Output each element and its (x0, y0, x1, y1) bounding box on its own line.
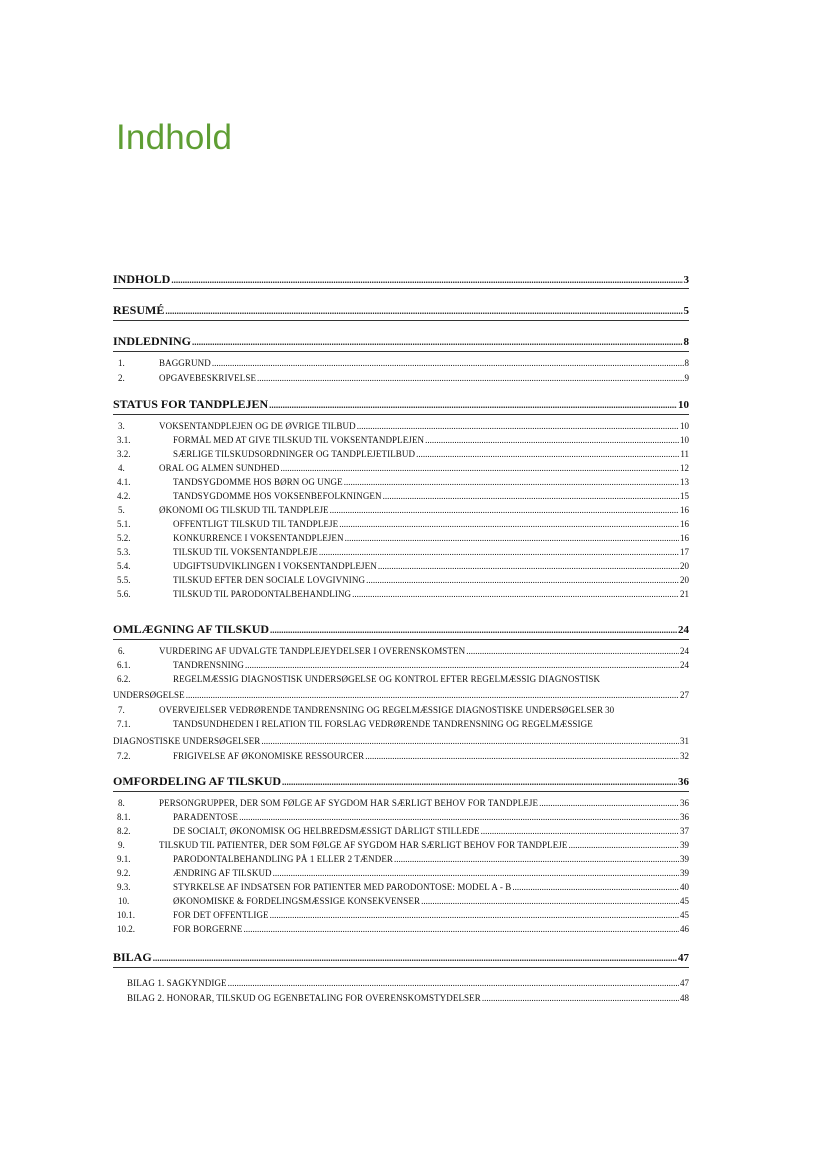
toc-page-number: 16 (680, 533, 689, 543)
toc-page-number: 31 (680, 736, 689, 746)
toc-entry[interactable] (113, 705, 689, 719)
toc-page-number: 40 (680, 882, 689, 892)
toc-entry-number: 9.3. (117, 882, 131, 892)
toc-entry-label: REGELMÆSSIG DIAGNOSTISK UNDERSØGELSE OG KONTROL EFTER REGELMÆSSIG DIAGNOSTISK (173, 674, 601, 684)
toc-entry-number: 8.1. (117, 812, 131, 822)
toc-section-omlaegning[interactable] (113, 622, 689, 636)
toc-page-number: 15 (680, 491, 689, 501)
toc-entry[interactable] (113, 896, 689, 910)
toc-leader-dots (153, 953, 677, 963)
toc-leader-dots (569, 840, 679, 850)
toc-entry-label: TILSKUD TIL PATIENTER, DER SOM FØLGE AF SYGDOM HAR SÆRLIGT BEHOV FOR TANDPLEJE (159, 840, 568, 850)
toc-section-indhold[interactable] (113, 272, 689, 286)
toc-page-number: 36 (680, 812, 689, 822)
toc-entry-label: VOKSENTANDPLEJEN OG DE ØVRIGE TILBUD (159, 421, 356, 431)
toc-entry-label: KONKURRENCE I VOKSENTANDPLEJEN (173, 533, 344, 543)
toc-section-label: OMFORDELING AF TILSKUD (113, 774, 282, 788)
toc-entry-label: SÆRLIGE TILSKUDSORDNINGER OG TANDPLEJETILBUD (173, 449, 416, 459)
toc-section-indledning[interactable] (113, 334, 689, 348)
toc-entry[interactable] (113, 477, 689, 491)
toc-page-number: 39 (680, 840, 689, 850)
toc-divider (113, 791, 689, 792)
toc-entry-number: 4. (118, 463, 125, 473)
toc-entry-continuation[interactable] (113, 736, 689, 750)
toc-entry-number: 9.1. (117, 854, 131, 864)
toc-entry[interactable] (113, 882, 689, 896)
toc-entry-label: TILSKUD TIL PARODONTALBEHANDLING (173, 589, 352, 599)
toc-entry[interactable] (113, 519, 689, 533)
toc-entry-label: ØKONOMI OG TILSKUD TIL TANDPLEJE (159, 505, 329, 515)
toc-divider (113, 288, 689, 289)
toc-page-number: 20 (680, 575, 689, 585)
toc-entry-label: TANDSYGDOMME HOS VOKSENBEFOLKNINGEN (173, 491, 382, 501)
toc-page-number: 39 (680, 854, 689, 864)
toc-entry-label: TANDSYGDOMME HOS BØRN OG UNGE (173, 477, 343, 487)
toc-entry[interactable] (113, 812, 689, 826)
toc-entry-number: 5. (118, 505, 125, 515)
toc-entry-number: 5.2. (117, 533, 131, 543)
toc-entry[interactable] (113, 646, 689, 660)
toc-entry-number: 6.2. (117, 674, 131, 684)
toc-entry-number: 5.4. (117, 561, 131, 571)
toc-entry-bilag[interactable] (113, 993, 689, 1007)
toc-entry-label: TANDRENSNING (173, 660, 244, 670)
toc-leader-dots (270, 625, 677, 635)
toc-leader-dots (261, 736, 679, 746)
toc-entry-number: 3.2. (117, 449, 131, 459)
toc-entry-multiline[interactable] (113, 674, 689, 688)
toc-entry-label: PARODONTALBEHANDLING PÅ 1 ELLER 2 TÆNDER (173, 854, 394, 864)
toc-divider (113, 639, 689, 640)
toc-entry-label: ORAL OG ALMEN SUNDHED (159, 463, 280, 473)
toc-page-number: 45 (680, 910, 689, 920)
toc-leader-dots (245, 660, 679, 670)
toc-entry-number: 8. (118, 798, 125, 808)
toc-leader-dots (344, 477, 679, 487)
toc-entry-label: PERSONGRUPPER, DER SOM FØLGE AF SYGDOM HAR SÆRLIGT BEHOV FOR TANDPLEJE (159, 798, 539, 808)
toc-entry[interactable] (113, 854, 689, 868)
toc-page-number: 10 (680, 421, 689, 431)
toc-entry-number: 1. (118, 358, 125, 368)
toc-entry[interactable] (113, 751, 689, 765)
toc-page-number: 47 (680, 978, 689, 988)
toc-page-number: 3 (683, 274, 689, 286)
toc-entry-number: 5.6. (117, 589, 131, 599)
toc-page-number: 20 (680, 561, 689, 571)
toc-divider (113, 414, 689, 415)
toc-leader-dots (281, 463, 679, 473)
toc-leader-dots (482, 993, 679, 1003)
toc-entry-number: 5.1. (117, 519, 131, 529)
toc-page-number: 27 (680, 690, 689, 700)
toc-entry-label: BILAG 2. HONORAR, TILSKUD OG EGENBETALING FOR OVERENSKOMSTYDELSER (127, 993, 481, 1003)
toc-entry-label: FORMÅL MED AT GIVE TILSKUD TIL VOKSENTANDPLEJEN (173, 435, 425, 445)
toc-entry-label-continued: DIAGNOSTISKE UNDERSØGELSER (113, 736, 261, 746)
toc-entry[interactable] (113, 491, 689, 505)
toc-entry[interactable] (113, 868, 689, 882)
toc-entry-label: FOR DET OFFENTLIGE (173, 910, 269, 920)
toc-leader-dots (352, 589, 679, 599)
toc-leader-dots (416, 449, 679, 459)
toc-page-number: 37 (680, 826, 689, 836)
toc-page-number: 24 (680, 660, 689, 670)
toc-page-number: 21 (680, 589, 689, 599)
toc-leader-dots (319, 547, 679, 557)
toc-entry[interactable] (113, 533, 689, 547)
toc-leader-dots (512, 882, 679, 892)
toc-entry-label: BAGGRUND (159, 358, 211, 368)
toc-entry-number: 9.2. (117, 868, 131, 878)
toc-page-number: 24 (678, 624, 689, 636)
toc-entry[interactable] (113, 421, 689, 435)
toc-entry-bilag[interactable] (113, 978, 689, 992)
toc-entry[interactable] (113, 547, 689, 561)
toc-leader-dots (421, 896, 679, 906)
toc-entry[interactable] (113, 358, 689, 372)
toc-entry-label: STYRKELSE AF INDSATSEN FOR PATIENTER MED PARODONTOSE: MODEL A - B (173, 882, 512, 892)
toc-page-number: 5 (683, 305, 689, 317)
toc-leader-dots (330, 505, 679, 515)
toc-leader-dots (339, 519, 679, 529)
toc-entry-continuation[interactable] (113, 690, 689, 704)
toc-entry-label: DE SOCIALT, ØKONOMISK OG HELBREDSMÆSSIGT DÅRLIGT STILLEDE (173, 826, 480, 836)
toc-leader-dots (269, 400, 677, 410)
toc-leader-dots (378, 561, 679, 571)
toc-entry-label: OFFENTLIGT TILSKUD TIL TANDPLEJE (173, 519, 339, 529)
toc-leader-dots (394, 854, 679, 864)
toc-page-number: 47 (678, 952, 689, 964)
toc-leader-dots (171, 275, 682, 285)
toc-entry-label: ÆNDRING AF TILSKUD (173, 868, 272, 878)
toc-leader-dots (257, 373, 683, 383)
toc-leader-dots (165, 306, 682, 316)
toc-page-number: 16 (680, 519, 689, 529)
toc-divider (113, 967, 689, 968)
toc-leader-dots (383, 491, 679, 501)
toc-entry[interactable] (113, 435, 689, 449)
toc-entry[interactable] (113, 798, 689, 812)
toc-entry-multiline[interactable] (113, 719, 689, 733)
toc-leader-dots (239, 812, 679, 822)
toc-entry-label: VURDERING AF UDVALGTE TANDPLEJEYDELSER I OVERENSKOMSTEN (159, 646, 466, 656)
toc-page-number: 9 (684, 373, 689, 383)
toc-entry-number: 7. (118, 705, 125, 715)
toc-page-number: 16 (680, 505, 689, 515)
toc-leader-dots (228, 978, 679, 988)
toc-leader-dots (357, 421, 679, 431)
toc-entry-number: 5.3. (117, 547, 131, 557)
toc-entry[interactable] (113, 660, 689, 674)
toc-section-label: INDHOLD (113, 272, 171, 286)
toc-page-number: 10 (678, 399, 689, 411)
toc-page-number: 39 (680, 868, 689, 878)
toc-page-number: 17 (680, 547, 689, 557)
toc-leader-dots (481, 826, 679, 836)
toc-leader-dots (466, 646, 679, 656)
toc-entry-label: TILSKUD EFTER DEN SOCIALE LOVGIVNING (173, 575, 366, 585)
toc-entry-number: 10.1. (117, 910, 135, 920)
toc-page-number: 8 (684, 358, 689, 368)
toc-entry-label: BILAG 1. SAGKYNDIGE (127, 978, 227, 988)
toc-leader-dots (345, 533, 679, 543)
toc-entry-label: ØKONOMISKE & FORDELINGSMÆSSIGE KONSEKVENSER (173, 896, 421, 906)
toc-entry-number: 10.2. (117, 924, 135, 934)
toc-leader-dots (270, 910, 679, 920)
toc-entry-number: 4.1. (117, 477, 131, 487)
toc-page-number: 36 (678, 776, 689, 788)
toc-page-number: 13 (680, 477, 689, 487)
toc-entry-number: 8.2. (117, 826, 131, 836)
toc-entry-number: 3. (118, 421, 125, 431)
toc-page-number: 24 (680, 646, 689, 656)
toc-section-omfordeling[interactable] (113, 774, 689, 788)
toc-entry-label: UDGIFTSUDVIKLINGEN I VOKSENTANDPLEJEN (173, 561, 377, 571)
toc-page-number: 8 (683, 336, 689, 348)
toc-section-status[interactable] (113, 397, 689, 411)
toc-entry-number: 6. (118, 646, 125, 656)
toc-leader-dots (212, 358, 684, 368)
toc-page-number: 30 (605, 705, 615, 715)
toc-entry[interactable] (113, 840, 689, 854)
page-title: Indhold (116, 118, 233, 157)
toc-page-number: 10 (680, 435, 689, 445)
toc-entry-number: 10. (118, 896, 130, 906)
toc-divider (113, 320, 689, 321)
toc-section-label: BILAG (113, 950, 152, 964)
toc-entry[interactable] (113, 826, 689, 840)
toc-entry-number: 7.1. (117, 719, 131, 729)
toc-entry-label: FOR BORGERNE (173, 924, 243, 934)
toc-leader-dots (366, 575, 679, 585)
toc-entry-number: 7.2. (117, 751, 131, 761)
toc-section-label: RESUMÉ (113, 303, 165, 317)
toc-entry[interactable] (113, 373, 689, 387)
toc-entry-number: 6.1. (117, 660, 131, 670)
toc-entry-label-continued: UNDERSØGELSE (113, 690, 185, 700)
toc-entry[interactable] (113, 463, 689, 477)
toc-leader-dots (192, 337, 682, 347)
toc-leader-dots (282, 777, 677, 787)
toc-entry-number: 2. (118, 373, 125, 383)
toc-entry[interactable] (113, 910, 689, 924)
toc-entry-label: FRIGIVELSE AF ØKONOMISKE RESSOURCER (173, 751, 365, 761)
toc-entry[interactable] (113, 561, 689, 575)
toc-entry-label: TANDSUNDHEDEN I RELATION TIL FORSLAG VEDRØRENDE TANDRENSNING OG REGELMÆSSIGE (173, 719, 593, 729)
toc-entry-label: PARADENTOSE (173, 812, 239, 822)
toc-divider (113, 351, 689, 352)
toc-entry-number: 5.5. (117, 575, 131, 585)
toc-entry[interactable] (113, 924, 689, 938)
toc-leader-dots (365, 751, 679, 761)
toc-section-label: INDLEDNING (113, 334, 192, 348)
toc-leader-dots (186, 690, 679, 700)
toc-section-bilag[interactable] (113, 950, 689, 964)
toc-entry-number: 4.2. (117, 491, 131, 501)
toc-entry[interactable] (113, 575, 689, 589)
toc-entry-label: OVERVEJELSER VEDRØRENDE TANDRENSNING OG REGELMÆSSIGE DIAGNOSTISKE UNDERSØGELSER (159, 705, 604, 715)
toc-page-number: 46 (680, 924, 689, 934)
toc-entry[interactable] (113, 449, 689, 463)
toc-entry[interactable] (113, 505, 689, 519)
toc-section-label: STATUS FOR TANDPLEJEN (113, 397, 269, 411)
toc-entry-label: OPGAVEBESKRIVELSE (159, 373, 257, 383)
toc-leader-dots (273, 868, 679, 878)
toc-page-number: 48 (680, 993, 689, 1003)
toc-page-number: 12 (680, 463, 689, 473)
toc-page-number: 11 (680, 449, 689, 459)
toc-leader-dots (425, 435, 679, 445)
toc-section-label: OMLÆGNING AF TILSKUD (113, 622, 270, 636)
toc-entry-number: 9. (118, 840, 125, 850)
toc-page-number: 36 (680, 798, 689, 808)
toc-page-number: 32 (680, 751, 689, 761)
toc-entry-label: TILSKUD TIL VOKSENTANDPLEJE (173, 547, 318, 557)
toc-entry[interactable] (113, 589, 689, 603)
toc-leader-dots (539, 798, 679, 808)
toc-section-resume[interactable] (113, 303, 689, 317)
toc-leader-dots (243, 924, 679, 934)
toc-page-number: 45 (680, 896, 689, 906)
toc-entry-number: 3.1. (117, 435, 131, 445)
